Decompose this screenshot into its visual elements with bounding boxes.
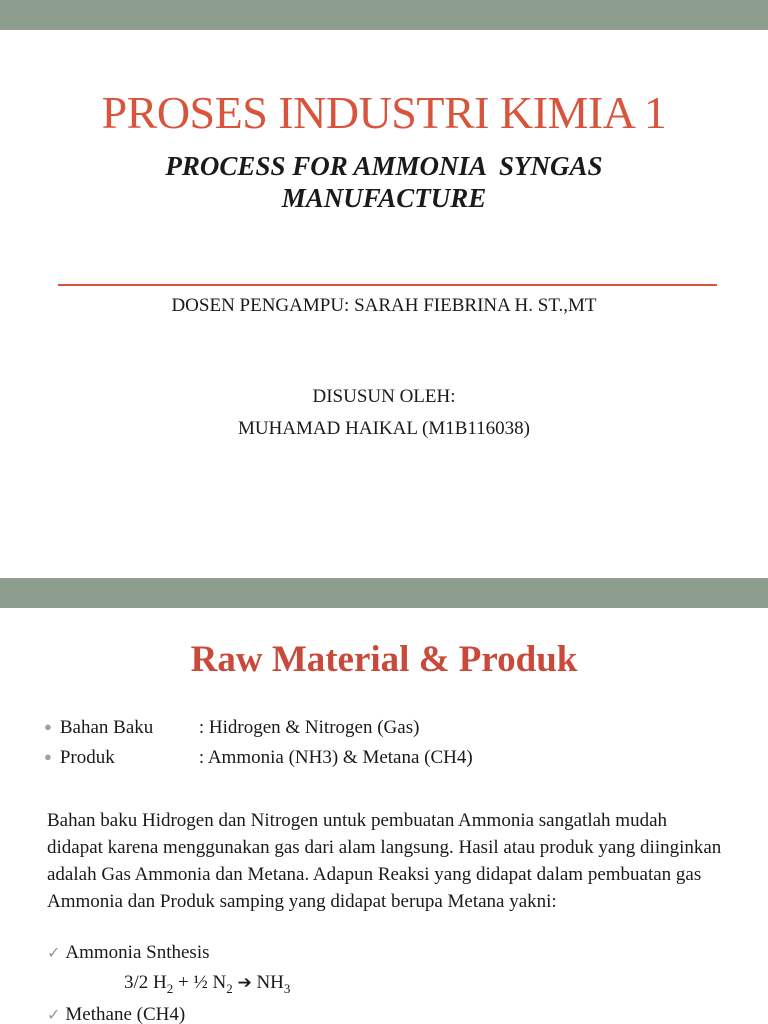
title-divider — [58, 284, 717, 286]
checkmark-icon: ✓ — [47, 945, 61, 962]
eq-hydrogen: 3/2 H — [124, 972, 167, 993]
check-item-label: Ammonia Snthesis — [65, 942, 210, 963]
eq-subscript: 2 — [166, 980, 174, 996]
bullet-raw-material — [44, 717, 419, 739]
check-item-ammonia — [47, 942, 210, 964]
eq-product: NH — [251, 972, 284, 993]
reaction-equation — [124, 972, 290, 997]
description-paragraph: Bahan baku Hidrogen dan Nitrogen untuk pembuatan Ammonia sangatlah mudah didapat karena menggunakan gas dari alam langsung. Hasil atau produk yang diinginkan adalah Gas Ammonia dan Metana. Adapun Reaksi yang didapat dalam pembuatan gas Ammonia dan Produk samping yang didapat berupa Metana yakni: — [47, 810, 722, 912]
slide-raw-material — [0, 578, 768, 1024]
lecturer-text: DOSEN PENGAMPU: SARAH FIEBRINA H. ST.,MT — [171, 295, 597, 316]
slide-top-bar — [0, 0, 768, 30]
eq-subscript: 2 — [226, 980, 233, 996]
bullet-label: Produk — [59, 747, 115, 768]
bullet-value: : Ammonia (NH3) & Metana (CH4) — [198, 747, 473, 768]
author-name: MUHAMAD HAIKAL (M1B116038) — [237, 418, 531, 439]
subtitle-line-1: PROCESS FOR AMMONIA SYNGAS — [165, 151, 603, 181]
subtitle — [0, 150, 768, 214]
bullet-dot-icon: ● — [44, 749, 52, 764]
check-item-label: Methane (CH4) — [65, 1004, 186, 1024]
bullet-label: Bahan Baku — [59, 717, 154, 738]
eq-nitrogen: + ½ N — [173, 972, 227, 993]
bullet-product — [44, 747, 473, 769]
subtitle-line-2: MANUFACTURE — [281, 183, 487, 213]
checkmark-icon: ✓ — [47, 1007, 61, 1024]
slide-top-bar — [0, 578, 768, 608]
page-title: PROSES INDUSTRI KIMIA 1 — [101, 87, 667, 138]
compiled-by-label: DISUSUN OLEH: — [312, 386, 456, 407]
bullet-value: : Hidrogen & Nitrogen (Gas) — [198, 717, 420, 738]
bullet-dot-icon: ● — [44, 719, 52, 734]
check-item-methane — [47, 1004, 185, 1024]
eq-subscript: 3 — [283, 980, 291, 996]
arrow-right-icon: ➔ — [237, 973, 252, 993]
slide-heading: Raw Material & Produk — [190, 639, 578, 680]
